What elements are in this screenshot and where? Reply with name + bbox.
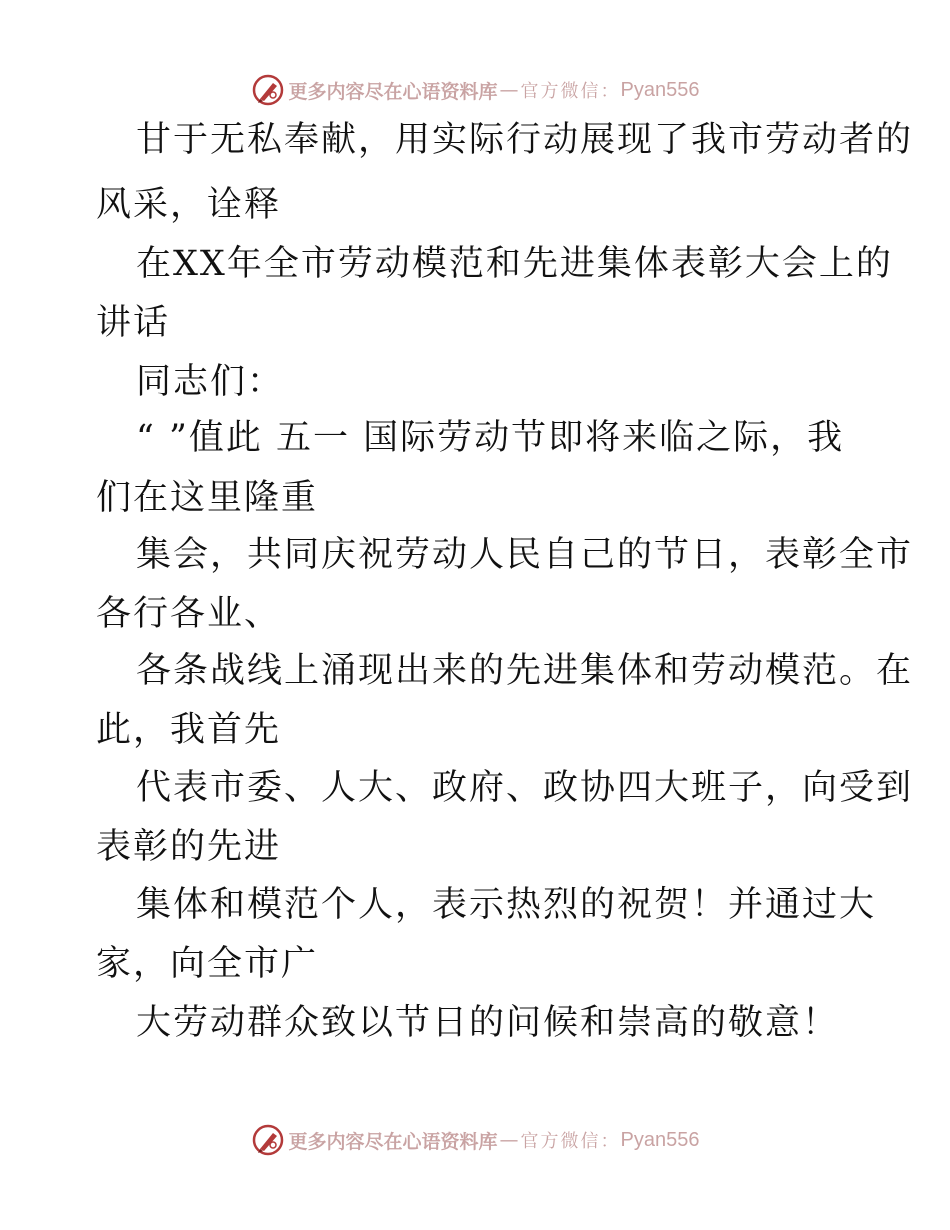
text-line: 大劳动群众致以节日的问候和崇高的敬意！ <box>136 1003 840 1043</box>
header-banner <box>0 70 950 110</box>
text-line: 家，向全市广 <box>96 944 319 984</box>
site-name-text: 更多内容尽在心语资料库 <box>288 1130 498 1153</box>
text-line: “ ”值此 五一 国际劳动节即将来临之际，我 <box>136 418 845 458</box>
text-line: 各条战线上涌现出来的先进集体和劳动模范。在 <box>136 651 914 691</box>
separator-dash: — <box>499 79 519 101</box>
pen-logo-icon <box>251 1123 285 1157</box>
text-line: 各行各业、 <box>96 594 282 634</box>
wechat-id: Pyan556 <box>620 78 700 101</box>
text-line: 代表市委、人大、政府、政协四大班子，向受到 <box>136 768 914 808</box>
wechat-id: Pyan556 <box>620 1128 700 1151</box>
text-line: 表彰的先进 <box>96 827 282 867</box>
wechat-label: 官方微信： <box>520 1131 621 1152</box>
text-line: 集体和模范个人，表示热烈的祝贺！并通过大 <box>136 885 877 925</box>
site-name-text: 更多内容尽在心语资料库 <box>288 80 498 103</box>
pen-logo-icon <box>251 73 285 107</box>
separator-dash: — <box>499 1129 519 1151</box>
text-line: 同志们： <box>136 362 285 402</box>
text-line: 在XX年全市劳动模范和先进集体表彰大会上的 <box>136 244 893 284</box>
text-line: 讲话 <box>96 303 171 343</box>
text-line: 风采，诠释 <box>96 185 282 225</box>
text-line: 此，我首先 <box>96 710 282 750</box>
wechat-label: 官方微信： <box>520 81 621 102</box>
text-line: 甘于无私奉献，用实际行动展现了我市劳动者的 <box>136 120 914 160</box>
footer-banner <box>0 1120 950 1160</box>
text-line: 集会，共同庆祝劳动人民自己的节日，表彰全市 <box>136 535 914 575</box>
text-line: 们在这里隆重 <box>96 478 319 518</box>
